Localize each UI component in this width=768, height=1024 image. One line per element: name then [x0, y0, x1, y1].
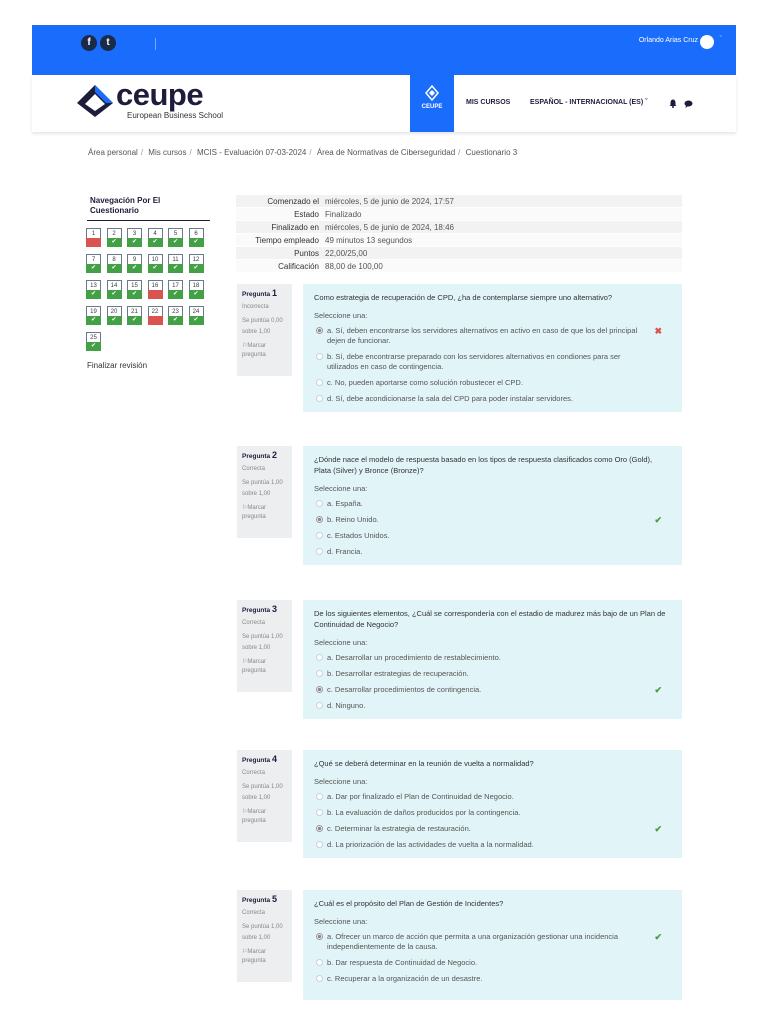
answer-text: a. España. [327, 499, 363, 508]
answer-option[interactable] [314, 701, 671, 711]
quiz-nav-number: 25 [86, 332, 101, 342]
answer-text: b. La evaluación de daños producidos por la contingencia. [327, 808, 521, 817]
check-icon: ✔ [168, 290, 183, 299]
check-icon: ✔ [654, 685, 662, 695]
answer-text: b. Reino Unido. [327, 515, 379, 524]
answer-text: a. Desarrollar un procedimiento de restablecimiento. [327, 653, 501, 662]
answer-option[interactable] [314, 824, 671, 834]
quiz-nav-button[interactable] [127, 280, 142, 300]
divider [87, 220, 210, 221]
check-icon: ✔ [127, 316, 142, 325]
summary-row [236, 221, 682, 234]
question-text: ¿Cuál es el propósito del Plan de Gestión de Incidentes? [314, 899, 504, 908]
quiz-nav-button[interactable] [107, 306, 122, 326]
answer-option[interactable] [314, 394, 671, 404]
question-state: Incorrecta [242, 304, 269, 310]
avatar[interactable] [700, 35, 714, 49]
quiz-nav-number: 3 [127, 228, 142, 238]
quiz-nav-button[interactable] [148, 306, 163, 326]
quiz-nav-button[interactable] [86, 332, 101, 352]
check-icon: ✔ [107, 316, 122, 325]
nav-logo-text: CEUPE [421, 104, 443, 110]
question-state: Correcta [242, 466, 266, 472]
check-icon: ✔ [86, 316, 101, 325]
answer-option[interactable] [314, 378, 671, 388]
question-number: Pregunta 2 [242, 450, 277, 460]
quiz-nav-button[interactable] [168, 254, 183, 274]
quiz-nav-number: 12 [189, 254, 204, 264]
radio-button[interactable] [316, 327, 323, 334]
quiz-nav-button[interactable] [86, 306, 101, 326]
answer-text: a. Sí, deben encontrarse los servidores alternativos en activo en caso de que los del principal dejen de funcionar. [327, 326, 638, 345]
quiz-nav-number: 9 [127, 254, 142, 264]
quiz-nav-button[interactable] [189, 280, 204, 300]
radio-button[interactable] [316, 959, 323, 966]
question-number: Pregunta 1 [242, 288, 277, 298]
quiz-nav-number: 19 [86, 306, 101, 316]
quiz-nav-number: 24 [189, 306, 204, 316]
summary-value: 49 minutos 13 segundos [322, 234, 682, 247]
question-number: Pregunta 4 [242, 754, 277, 764]
check-icon: ✔ [168, 238, 183, 247]
quiz-nav-button[interactable] [107, 280, 122, 300]
radio-button[interactable] [316, 809, 323, 816]
answer-text: a. Ofrecer un marco de acción que permita a una organización gestionar una incidencia independientemente de la causa. [327, 932, 619, 951]
quiz-nav-button[interactable] [189, 306, 204, 326]
breadcrumb-item[interactable]: MCIS - Evaluación 07-03-2024 [196, 148, 307, 157]
nav-bar [32, 75, 736, 132]
incorrect-status [148, 316, 163, 325]
quiz-nav-button[interactable] [168, 280, 183, 300]
answer-text: d. Ninguno. [327, 701, 366, 710]
question-info [237, 890, 292, 982]
answer-text: c. Estados Unidos. [327, 531, 390, 540]
answer-text: b. Desarrollar estrategias de recuperación. [327, 669, 469, 678]
answer-option[interactable] [314, 840, 671, 850]
quiz-nav-number: 11 [168, 254, 183, 264]
quiz-nav-button[interactable] [148, 228, 163, 248]
answer-option[interactable] [314, 958, 671, 968]
flag-icon: ⚐ [242, 809, 248, 815]
answer-text: c. Recuperar a la organización de un desastre. [327, 974, 483, 983]
check-icon: ✔ [189, 264, 204, 273]
radio-button[interactable] [316, 395, 323, 402]
flag-question[interactable]: ⚐Marcar pregunta [242, 505, 267, 520]
check-icon: ✔ [86, 342, 101, 351]
ceupe-logo-icon[interactable] [75, 83, 115, 119]
breadcrumb-item[interactable]: Área de Normativas de Ciberseguridad [316, 148, 456, 157]
quiz-nav-number: 14 [107, 280, 122, 290]
answer-option[interactable] [314, 547, 671, 557]
question-text: De los siguientes elementos, ¿Cuál se correspondería con el estadio de madurez más bajo de un Plan de Continuidad de Negocio? [314, 609, 666, 629]
question-score: Se puntúa 1,00 sobre 1,00 [242, 480, 283, 497]
flag-question[interactable]: ⚐Marcar pregunta [242, 809, 267, 824]
check-icon: ✔ [654, 515, 662, 525]
quiz-nav-button[interactable] [168, 228, 183, 248]
answer-option[interactable] [314, 531, 671, 541]
quiz-nav-button[interactable] [148, 280, 163, 300]
answer-prompt: Seleccione una: [314, 638, 368, 647]
radio-button[interactable] [316, 353, 323, 360]
answer-prompt: Seleccione una: [314, 777, 368, 786]
quiz-nav-button[interactable] [127, 254, 142, 274]
check-icon: ✔ [148, 264, 163, 273]
quiz-nav-button[interactable] [107, 254, 122, 274]
check-icon: ✔ [189, 290, 204, 299]
radio-button[interactable] [316, 702, 323, 709]
answer-text: c. Determinar la estrategia de restauración. [327, 824, 471, 833]
nav-my-courses[interactable]: MIS CURSOS [466, 99, 511, 106]
check-icon: ✔ [148, 238, 163, 247]
answer-text: d. Sí, debe acondicionarse la sala del CPD para poder instalar servidores. [327, 394, 573, 403]
flag-icon: ⚐ [242, 343, 248, 349]
quiz-nav-number: 4 [148, 228, 163, 238]
check-icon: ✔ [107, 290, 122, 299]
answer-text: a. Dar por finalizado el Plan de Continuidad de Negocio. [327, 792, 514, 801]
radio-button[interactable] [316, 686, 323, 693]
answer-option[interactable] [314, 515, 671, 525]
finish-review-link[interactable]: Finalizar revisión [87, 361, 148, 370]
radio-button[interactable] [316, 793, 323, 800]
summary-label: Puntos [236, 247, 322, 260]
radio-button[interactable] [316, 933, 323, 940]
radio-button[interactable] [316, 532, 323, 539]
answer-text: c. Desarrollar procedimientos de contingencia. [327, 685, 482, 694]
question-number: Pregunta 3 [242, 604, 277, 614]
question-content [303, 890, 682, 1000]
quiz-nav-number: 15 [127, 280, 142, 290]
answer-option[interactable] [314, 974, 671, 984]
nav-home-logo[interactable] [410, 75, 454, 132]
quiz-nav-number: 18 [189, 280, 204, 290]
quiz-nav-number: 1 [86, 228, 101, 238]
question-score: Se puntúa 1,00 sobre 1,00 [242, 784, 283, 801]
summary-label: Estado [236, 208, 322, 221]
chevron-down-icon[interactable]: ˇ [719, 36, 722, 43]
question-state: Correcta [242, 770, 266, 776]
answer-text: c. No, pueden aportarse como solución robustecer el CPD. [327, 378, 523, 387]
check-icon: ✔ [127, 264, 142, 273]
quiz-nav-number: 17 [168, 280, 183, 290]
question-text: ¿Dónde nace el modelo de respuesta basado en los tipos de respuesta clasificados como Oro (Gold), Plata (Silver) y Bronce (Bronze)? [314, 455, 653, 475]
answer-prompt: Seleccione una: [314, 484, 368, 493]
flag-icon: ⚐ [242, 505, 248, 511]
question-text: ¿Qué se deberá determinar en la reunión de vuelta a normalidad? [314, 759, 534, 768]
check-icon: ✔ [654, 824, 662, 834]
breadcrumb-item-current[interactable]: Cuestionario 3 [465, 148, 518, 157]
quiz-nav-button[interactable] [189, 228, 204, 248]
quiz-nav-number: 13 [86, 280, 101, 290]
question-text: Como estrategia de recuperación de CPD, ¿ha de contemplarse siempre uno alternativo? [314, 293, 613, 302]
breadcrumb: Área personal / Mis cursos / MCIS - Evaluación 07-03-2024 / Área de Normativas de Ciberseguridad / Cuestionario 3 [88, 148, 518, 157]
summary-label: Calificación [236, 260, 322, 273]
answer-prompt: Seleccione una: [314, 917, 368, 926]
radio-button[interactable] [316, 841, 323, 848]
answer-option[interactable] [314, 499, 671, 509]
radio-button[interactable] [316, 975, 323, 982]
answer-prompt: Seleccione una: [314, 311, 368, 320]
radio-button[interactable] [316, 654, 323, 661]
flag-icon: ⚐ [242, 949, 248, 955]
flag-icon: ⚐ [242, 659, 248, 665]
quiz-nav-number: 21 [127, 306, 142, 316]
bell-icon[interactable] [669, 99, 677, 108]
question-content [303, 446, 682, 565]
incorrect-status [86, 238, 101, 247]
question-info [237, 446, 292, 538]
quiz-nav-button[interactable] [127, 306, 142, 326]
answer-text: d. Francia. [327, 547, 363, 556]
flag-question[interactable]: ⚐Marcar pregunta [242, 343, 267, 358]
question-state: Correcta [242, 620, 266, 626]
question-content [303, 600, 682, 719]
top-bar [32, 25, 736, 75]
breadcrumb-item[interactable]: Área personal [88, 148, 138, 157]
answer-option[interactable] [314, 932, 671, 952]
quiz-nav-title: Navegación Por El Cuestionario [90, 196, 161, 215]
answer-option[interactable] [314, 669, 671, 679]
question-content [303, 750, 682, 858]
divider [155, 38, 156, 50]
ceupe-mark-icon [425, 85, 439, 101]
quiz-nav-button[interactable] [86, 254, 101, 274]
summary-row [236, 260, 682, 273]
quiz-nav-number: 23 [168, 306, 183, 316]
quiz-nav-number: 8 [107, 254, 122, 264]
nav-language-select[interactable]: ESPAÑOL - INTERNACIONAL (ES) ˇ [530, 99, 648, 106]
question-score: Se puntúa 1,00 sobre 1,00 [242, 634, 283, 651]
radio-button[interactable] [316, 548, 323, 555]
check-icon: ✔ [127, 290, 142, 299]
answer-text: b. Sí, debe encontrarse preparado con los servidores alternativos en condiones para ser utilizados en caso de contingencia. [327, 352, 621, 371]
chat-icon[interactable] [684, 100, 693, 108]
summary-label: Finalizado en [236, 221, 322, 234]
radio-button[interactable] [316, 500, 323, 507]
cross-icon: ✖ [654, 326, 662, 336]
question-content [303, 284, 682, 412]
answer-option[interactable] [314, 808, 671, 818]
check-icon: ✔ [189, 316, 204, 325]
question-number: Pregunta 5 [242, 894, 277, 904]
radio-button[interactable] [316, 670, 323, 677]
answer-text: b. Dar respuesta de Continuidad de Negocio. [327, 958, 478, 967]
answer-option[interactable] [314, 685, 671, 695]
summary-row [236, 234, 682, 247]
check-icon: ✔ [86, 290, 101, 299]
answer-option[interactable] [314, 653, 671, 663]
check-icon: ✔ [107, 264, 122, 273]
quiz-nav-number: 22 [148, 306, 163, 316]
summary-value: 22,00/25,00 [322, 247, 682, 260]
summary-value: miércoles, 5 de junio de 2024, 18:46 [322, 221, 682, 234]
check-icon: ✔ [189, 238, 204, 247]
summary-row [236, 247, 682, 260]
summary-row [236, 208, 682, 221]
answer-text: d. La priorización de las actividades de vuelta a la normalidad. [327, 840, 534, 849]
summary-value: Finalizado [322, 208, 682, 221]
summary-row [236, 195, 682, 208]
quiz-nav-number: 20 [107, 306, 122, 316]
flag-question[interactable]: ⚐Marcar pregunta [242, 659, 267, 674]
quiz-nav-number: 5 [168, 228, 183, 238]
quiz-nav-button[interactable] [86, 280, 101, 300]
check-icon: ✔ [168, 264, 183, 273]
quiz-nav-number: 10 [148, 254, 163, 264]
summary-value: miércoles, 5 de junio de 2024, 17:57 [322, 195, 682, 208]
quiz-nav-button[interactable] [107, 228, 122, 248]
answer-option[interactable] [314, 792, 671, 802]
radio-button[interactable] [316, 379, 323, 386]
radio-button[interactable] [316, 516, 323, 523]
quiz-nav-button[interactable] [127, 228, 142, 248]
attempt-summary-table [236, 194, 682, 272]
check-icon: ✔ [86, 264, 101, 273]
quiz-nav-number: 7 [86, 254, 101, 264]
quiz-nav-button[interactable] [86, 228, 101, 248]
check-icon: ✔ [654, 932, 662, 942]
question-info [237, 284, 292, 376]
flag-question[interactable]: ⚐Marcar pregunta [242, 949, 267, 964]
incorrect-status [148, 290, 163, 299]
quiz-nav-button[interactable] [189, 254, 204, 274]
question-info [237, 750, 292, 842]
summary-label: Tiempo empleado [236, 234, 322, 247]
quiz-nav-button[interactable] [168, 306, 183, 326]
question-score: Se puntúa 1,00 sobre 1,00 [242, 924, 283, 941]
answer-option[interactable] [314, 352, 671, 372]
quiz-nav-number: 2 [107, 228, 122, 238]
summary-value: 88,00 de 100,00 [322, 260, 682, 273]
answer-option[interactable] [314, 326, 671, 346]
question-state: Correcta [242, 910, 266, 916]
quiz-nav-number: 6 [189, 228, 204, 238]
logo-subtitle: European Business School [127, 111, 224, 120]
logo-text[interactable]: ceupe [116, 77, 204, 112]
check-icon: ✔ [107, 238, 122, 247]
check-icon: ✔ [127, 238, 142, 247]
quiz-nav-button[interactable] [148, 254, 163, 274]
quiz-nav-number: 16 [148, 280, 163, 290]
twitter-icon[interactable]: t [100, 35, 116, 51]
summary-label: Comenzado el [236, 195, 322, 208]
facebook-icon[interactable]: f [81, 35, 97, 51]
radio-button[interactable] [316, 825, 323, 832]
user-name[interactable]: Orlando Arias Cruz [638, 37, 698, 44]
question-score: Se puntúa 0,00 sobre 1,00 [242, 318, 283, 335]
question-info [237, 600, 292, 692]
check-icon: ✔ [168, 316, 183, 325]
breadcrumb-item[interactable]: Mis cursos [148, 148, 187, 157]
